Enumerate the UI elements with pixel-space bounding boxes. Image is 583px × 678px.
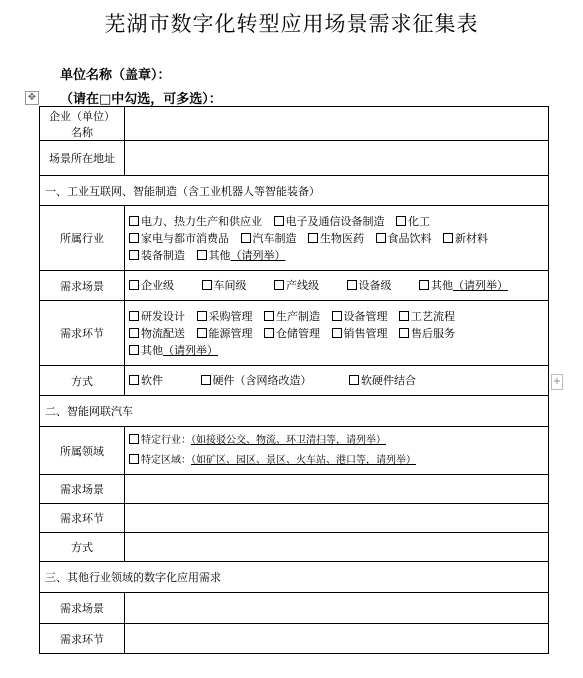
checkbox-option[interactable]: 生产制造 xyxy=(264,308,320,325)
s2-mode-value[interactable] xyxy=(125,533,549,562)
mode-options xyxy=(125,366,549,396)
checkbox-icon[interactable] xyxy=(129,250,139,260)
table-row xyxy=(40,141,549,176)
checkbox-option[interactable]: 物流配送 xyxy=(129,325,185,342)
table-row xyxy=(40,533,549,562)
checkbox-option[interactable]: 食品饮料 xyxy=(376,230,432,247)
table-row xyxy=(40,107,549,141)
checkbox-option[interactable]: 售后服务 xyxy=(399,325,455,342)
checkbox-icon[interactable] xyxy=(197,250,207,260)
checkbox-icon[interactable] xyxy=(376,233,386,243)
page-title: 芜湖市数字化转型应用场景需求征集表 xyxy=(104,12,479,36)
s2-mode-label: 方式 xyxy=(40,533,125,562)
checkbox-icon[interactable] xyxy=(197,328,207,338)
checkbox-icon[interactable] xyxy=(399,311,409,321)
checkbox-icon[interactable] xyxy=(129,434,139,444)
scene-label: 需求场景 xyxy=(40,271,125,301)
checkbox-icon[interactable] xyxy=(129,375,139,385)
checkbox-icon[interactable] xyxy=(264,311,274,321)
industry-label: 所属行业 xyxy=(40,206,125,271)
table-row xyxy=(40,562,549,593)
field-opt1-note[interactable]: （如接驳公交、物流、环卫清扫等，请列举） xyxy=(191,434,386,446)
checkbox-option[interactable]: 新材料 xyxy=(443,230,488,247)
industry-other-note[interactable]: （请列举） xyxy=(230,248,286,262)
checkbox-icon[interactable] xyxy=(332,311,342,321)
checkbox-option[interactable]: 硬件（含网络改造） xyxy=(201,372,312,389)
checkbox-icon[interactable] xyxy=(129,216,139,226)
checkbox-icon[interactable] xyxy=(202,280,212,290)
checkbox-icon[interactable] xyxy=(129,328,139,338)
table-row xyxy=(40,475,549,504)
s3-scene-value[interactable] xyxy=(125,593,549,624)
add-column-icon[interactable]: + xyxy=(551,374,563,390)
checkbox-option[interactable]: 能源管理 xyxy=(197,325,253,342)
select-hint: （请在□中勾选，可多选）： xyxy=(60,92,222,107)
checkbox-icon[interactable] xyxy=(349,375,359,385)
checkbox-icon[interactable] xyxy=(197,311,207,321)
checkbox-option[interactable]: 汽车制造 xyxy=(241,230,297,247)
checkbox-icon[interactable] xyxy=(129,345,139,355)
field-options xyxy=(125,427,549,475)
field-label: 所属领域 xyxy=(40,427,125,475)
checkbox-icon[interactable] xyxy=(241,233,251,243)
field-opt2-note[interactable]: （如矿区、园区、景区、火车站、港口等，请列举） xyxy=(191,454,416,466)
checkbox-icon[interactable] xyxy=(399,328,409,338)
section2-title: 二、智能网联汽车 xyxy=(40,396,549,427)
checkbox-icon[interactable] xyxy=(129,280,139,290)
checkbox-icon[interactable] xyxy=(396,216,406,226)
checkbox-option[interactable]: 软件 xyxy=(129,372,163,389)
checkbox-icon[interactable] xyxy=(129,454,139,464)
table-move-handle-icon[interactable]: ✥ xyxy=(25,91,39,105)
checkbox-option[interactable]: 其他（请列举） xyxy=(197,247,286,264)
table-row xyxy=(40,176,549,206)
s2-link-label: 需求环节 xyxy=(40,504,125,533)
checkbox-option[interactable]: 电力、热力生产和供应业 xyxy=(129,213,262,230)
checkbox-icon[interactable] xyxy=(264,328,274,338)
checkbox-option[interactable]: 设备管理 xyxy=(332,308,388,325)
s3-link-label: 需求环节 xyxy=(40,624,125,654)
checkbox-option[interactable]: 设备级 xyxy=(347,277,392,294)
checkbox-option[interactable]: 其他（请列举） xyxy=(419,277,508,294)
checkbox-icon[interactable] xyxy=(129,233,139,243)
checkbox-option[interactable]: 仓储管理 xyxy=(264,325,320,342)
section1-title: 一、工业互联网、智能制造（含工业机器人等智能装备） xyxy=(40,176,549,206)
table-row xyxy=(40,206,549,271)
checkbox-option[interactable]: 软硬件结合 xyxy=(349,372,416,389)
table-row xyxy=(40,301,549,366)
checkbox-option[interactable]: 企业级 xyxy=(129,277,174,294)
s3-link-value[interactable] xyxy=(125,624,549,654)
table-row xyxy=(40,271,549,301)
checkbox-icon[interactable] xyxy=(129,311,139,321)
checkbox-option[interactable]: 生物医药 xyxy=(308,230,364,247)
section3-title: 三、其他行业领域的数字化应用需求 xyxy=(40,562,549,593)
address-label: 场景所在地址 xyxy=(40,141,125,176)
checkbox-icon[interactable] xyxy=(443,233,453,243)
address-value[interactable] xyxy=(125,141,549,176)
table-row xyxy=(40,624,549,654)
checkbox-option[interactable]: 销售管理 xyxy=(332,325,388,342)
checkbox-icon[interactable] xyxy=(274,280,284,290)
checkbox-option[interactable]: 工艺流程 xyxy=(399,308,455,325)
checkbox-icon[interactable] xyxy=(419,280,429,290)
checkbox-option[interactable]: 特定行业：（如接驳公交、物流、环卫清扫等，请列举） xyxy=(129,435,386,446)
checkbox-option[interactable]: 采购管理 xyxy=(197,308,253,325)
checkbox-icon[interactable] xyxy=(308,233,318,243)
s2-scene-value[interactable] xyxy=(125,475,549,504)
checkbox-option[interactable]: 其他（请列举） xyxy=(129,342,218,359)
checkbox-option[interactable]: 装备制造 xyxy=(129,247,185,264)
link-other-note[interactable]: （请列举） xyxy=(163,343,218,357)
company-label: 企业（单位）名称 xyxy=(40,107,125,141)
table-row xyxy=(40,396,549,427)
table-row xyxy=(40,366,549,396)
checkbox-option[interactable]: 电子及通信设备制造 xyxy=(274,213,385,230)
checkbox-icon[interactable] xyxy=(347,280,357,290)
table-row xyxy=(40,427,549,475)
s2-link-value[interactable] xyxy=(125,504,549,533)
scene-other-note[interactable]: （请列举） xyxy=(453,279,508,292)
table-row xyxy=(40,593,549,624)
checkbox-option[interactable]: 特定区域：（如矿区、园区、景区、火车站、港口等，请列举） xyxy=(129,455,416,466)
scene-options xyxy=(125,271,549,301)
checkbox-option[interactable]: 车间级 xyxy=(202,277,247,294)
checkbox-icon[interactable] xyxy=(274,216,284,226)
unit-name-label: 单位名称（盖章）： xyxy=(60,68,171,83)
checkbox-option[interactable]: 化工 xyxy=(396,213,430,230)
company-value[interactable] xyxy=(125,107,549,141)
checkbox-option[interactable]: 产线级 xyxy=(274,277,319,294)
table-row xyxy=(40,504,549,533)
link-label: 需求环节 xyxy=(40,301,125,366)
checkbox-icon[interactable] xyxy=(201,375,211,385)
industry-options xyxy=(125,206,549,271)
s3-scene-label: 需求场景 xyxy=(40,593,125,624)
link-options xyxy=(125,301,549,366)
mode-label: 方式 xyxy=(40,366,125,396)
s2-scene-label: 需求场景 xyxy=(40,475,125,504)
requirement-table xyxy=(39,106,549,654)
checkbox-option[interactable]: 家电与都市消费品 xyxy=(129,230,229,247)
checkbox-option[interactable]: 研发设计 xyxy=(129,308,185,325)
checkbox-icon[interactable] xyxy=(332,328,342,338)
